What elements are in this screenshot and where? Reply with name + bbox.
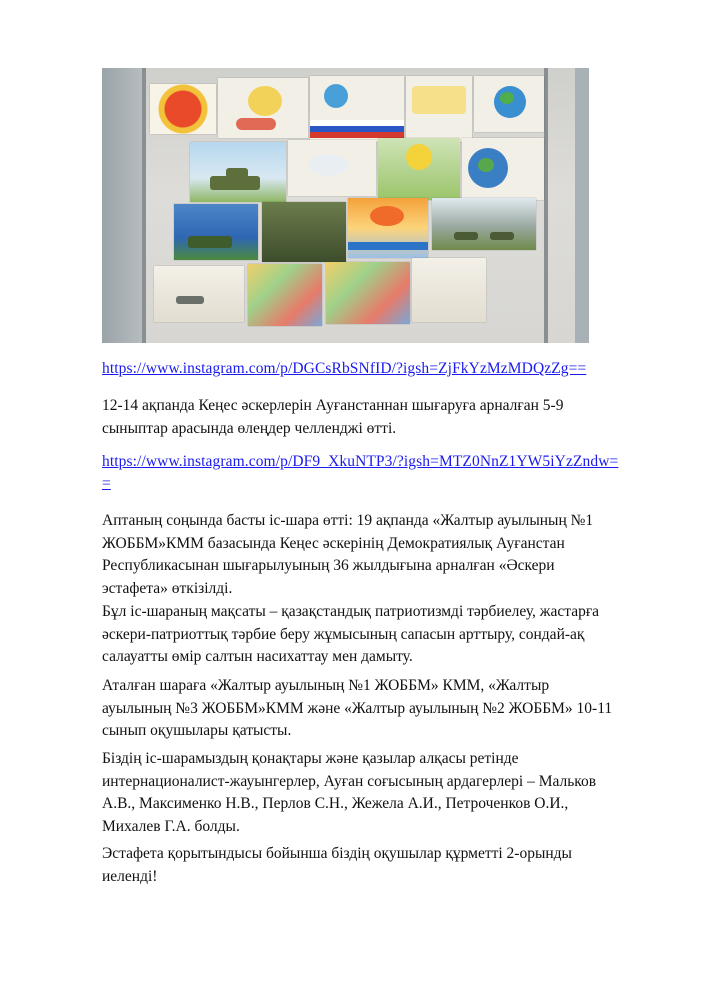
text-line: иеленді! — [102, 867, 158, 885]
text-line: А.В., Максименко Н.В., Перлов С.Н., Жежела А.И., Петроченков О.И., — [102, 795, 569, 812]
photo-stand-pole — [142, 68, 146, 343]
drawing-flowers — [326, 262, 410, 324]
photo-wall-left — [102, 68, 146, 343]
drawing-tank-blue — [174, 204, 258, 260]
drawing-soldiers — [262, 202, 346, 262]
drawing-sun-field — [378, 138, 460, 200]
photo-stand-pole — [544, 68, 548, 343]
drawing-doves — [288, 140, 376, 196]
text-line: Аптаның соңында басты іс-шара өтті: 19 ақпанда «Жалтыр ауылының №1 — [102, 512, 594, 529]
text-line: эстафета» өткізілді. — [102, 579, 233, 597]
instagram-link-2-continued[interactable]: = — [102, 475, 111, 492]
text-line: ауылының №3 ЖОББМ»КММ және «Жалтыр ауылының №2 ЖОББМ» 10-11 — [102, 699, 613, 717]
paragraph-poem-challenge — [102, 395, 662, 440]
text-line: 12-14 ақпанда Кеңес әскерлерін Ауғанстаннан шығаруға арналған 5-9 — [102, 397, 564, 414]
photo-wall-right — [575, 68, 589, 343]
paragraph-guests-jury — [102, 748, 662, 838]
text-line: интернационалист-жауынгерлер, Ауған соғысының ардагерлері – Мальков — [102, 772, 597, 790]
paragraph-main-event — [102, 510, 662, 600]
instagram-link-2[interactable]: https://www.instagram.com/p/DF9_XkuNTP3/?igsh=MTZ0NnZ1YW5iYzZndw= — [102, 453, 619, 470]
text-line: ЖОББМ»КММ базасында Кеңес әскерінің Демократиялық Ауғанстан — [102, 534, 565, 552]
paragraph-participants — [102, 675, 662, 743]
paragraph-event-goal — [102, 601, 662, 669]
drawing-helicopter — [154, 266, 244, 322]
text-line: әскери-патриоттық тәрбие беру жұмысының сапасын арттыру, сондай-ақ — [102, 625, 585, 643]
text-line: Республикасынан шығарылуының 36 жылдығына арналған «Әскери — [102, 557, 555, 574]
text-line: Біздің іс-шарамыздың қонақтары және қазылар алқасы ретінде — [102, 750, 519, 767]
drawing-dove — [218, 78, 308, 138]
exhibition-photo — [102, 68, 589, 343]
drawing-children-for-peace — [310, 76, 404, 142]
text-line: салауатты өмір салтын насихаттау мен дамыту. — [102, 648, 413, 665]
drawing-peace-without-war — [406, 76, 472, 142]
drawing-earth — [462, 138, 544, 200]
text-line: Михалев Г.А. болды. — [102, 817, 240, 835]
text-line: Бұл іс-шараның мақсаты – қазақстандық патриотизмді тәрбиелеу, жастарға — [102, 603, 600, 620]
text-line: сынып оқушылары қатысты. — [102, 722, 292, 739]
drawing-no-war — [348, 198, 428, 258]
paragraph-result — [102, 843, 662, 888]
text-line: Эстафета қорытындысы бойынша біздің оқушылар құрметті 2-орынды — [102, 845, 572, 862]
drawing-tank-field — [190, 142, 286, 202]
text-line: Аталған шараға «Жалтыр ауылының №1 ЖОББМ» КММ, «Жалтыр — [102, 677, 550, 694]
drawing-pencil-sketch — [412, 258, 486, 322]
drawing-globe — [474, 76, 544, 132]
text-line: сыныптар арасында өлеңдер челленджі өтті. — [102, 419, 397, 437]
drawing-colorful — [248, 264, 322, 326]
drawing-sun — [150, 84, 216, 134]
instagram-link-1[interactable]: https://www.instagram.com/p/DGCsRbSNfID/?igsh=ZjFkYzMzMDQzZg== — [102, 360, 587, 377]
drawing-mountains-tanks — [432, 198, 536, 250]
